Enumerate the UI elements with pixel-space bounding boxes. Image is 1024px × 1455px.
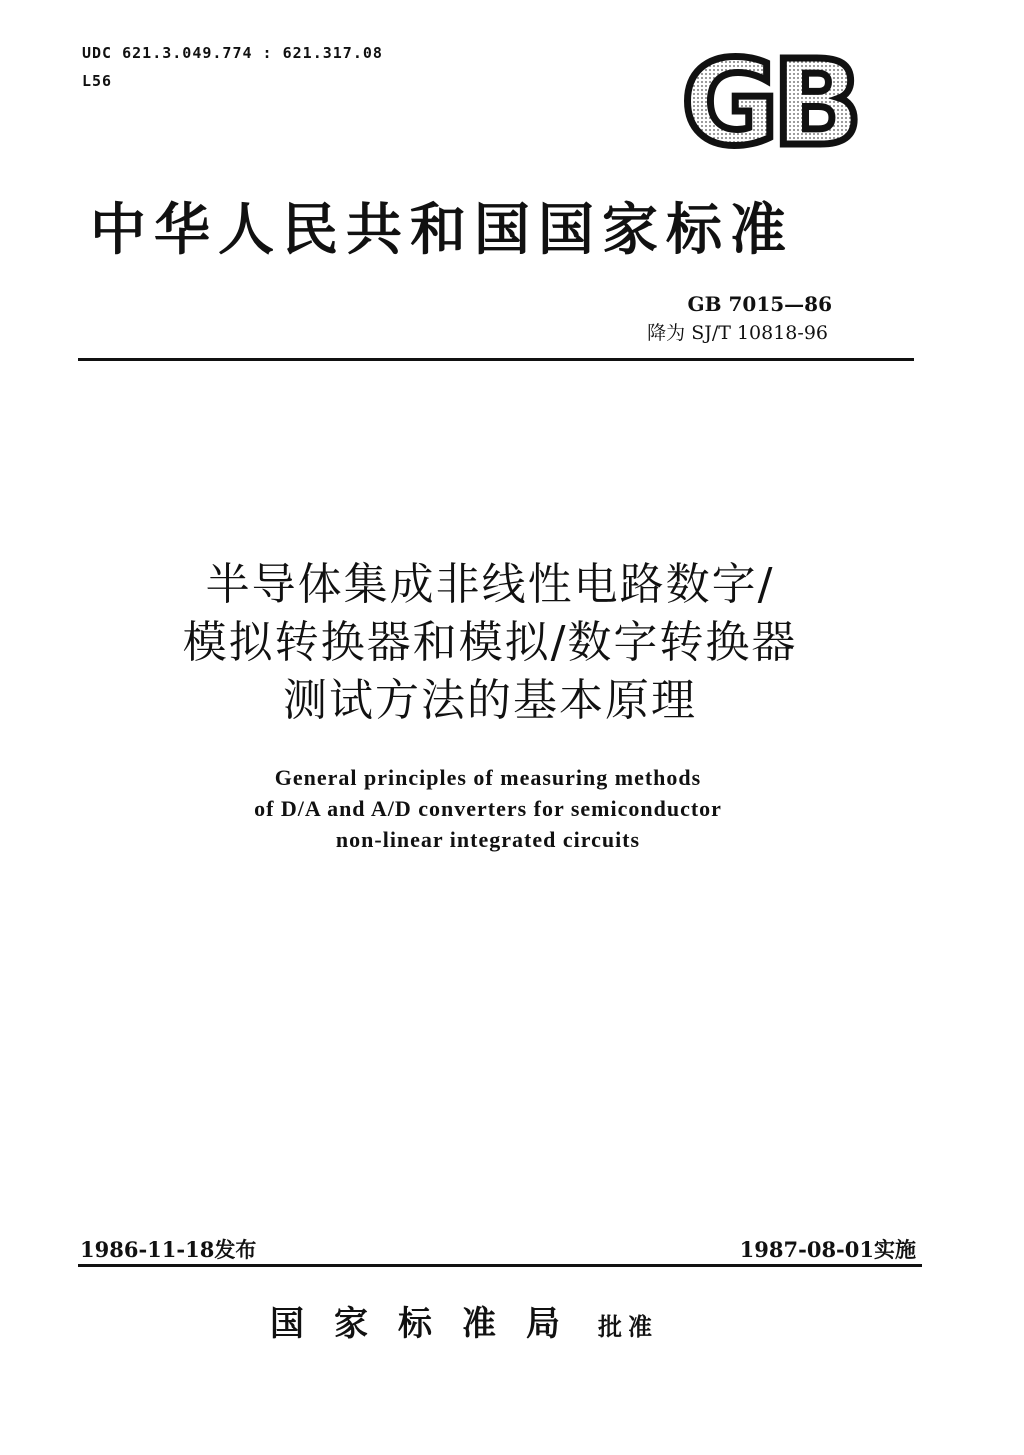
english-title (120, 762, 856, 855)
chinese-title-line: 模拟转换器和模拟/数字转换器 (182, 617, 798, 668)
chinese-title-line: 半导体集成非线性电路数字/ (205, 559, 775, 610)
english-title-line: of D/A and A/D converters for semiconductor (254, 796, 722, 821)
chinese-title-line: 测试方法的基本原理 (283, 675, 697, 726)
chinese-title (100, 556, 880, 730)
english-title-line: non-linear integrated circuits (335, 827, 641, 852)
approver-organization: 国家标准局 (270, 1304, 590, 1344)
bottom-rule (78, 1264, 922, 1267)
classification-code: L56 (82, 72, 113, 90)
national-standard-title: 中华人民共和国国家标准 (90, 198, 794, 263)
english-title-line: General principles of measuring methods (274, 765, 702, 790)
approver-action: 批准 (598, 1313, 658, 1341)
gb-logo-text: GB (681, 48, 857, 156)
udc-code: UDC 621.3.049.774 : 621.317.08 (82, 44, 383, 62)
approver-line (270, 1296, 790, 1345)
release-date: 1986-11-18发布 (80, 1237, 257, 1262)
effective-date: 1987-08-01实施 (739, 1237, 916, 1262)
standard-code: GB 7015—86 (687, 292, 832, 316)
gb-logo (668, 48, 870, 156)
standard-downgrade-note: 降为 SJ/T 10818-96 (647, 322, 828, 344)
top-rule (78, 358, 914, 361)
